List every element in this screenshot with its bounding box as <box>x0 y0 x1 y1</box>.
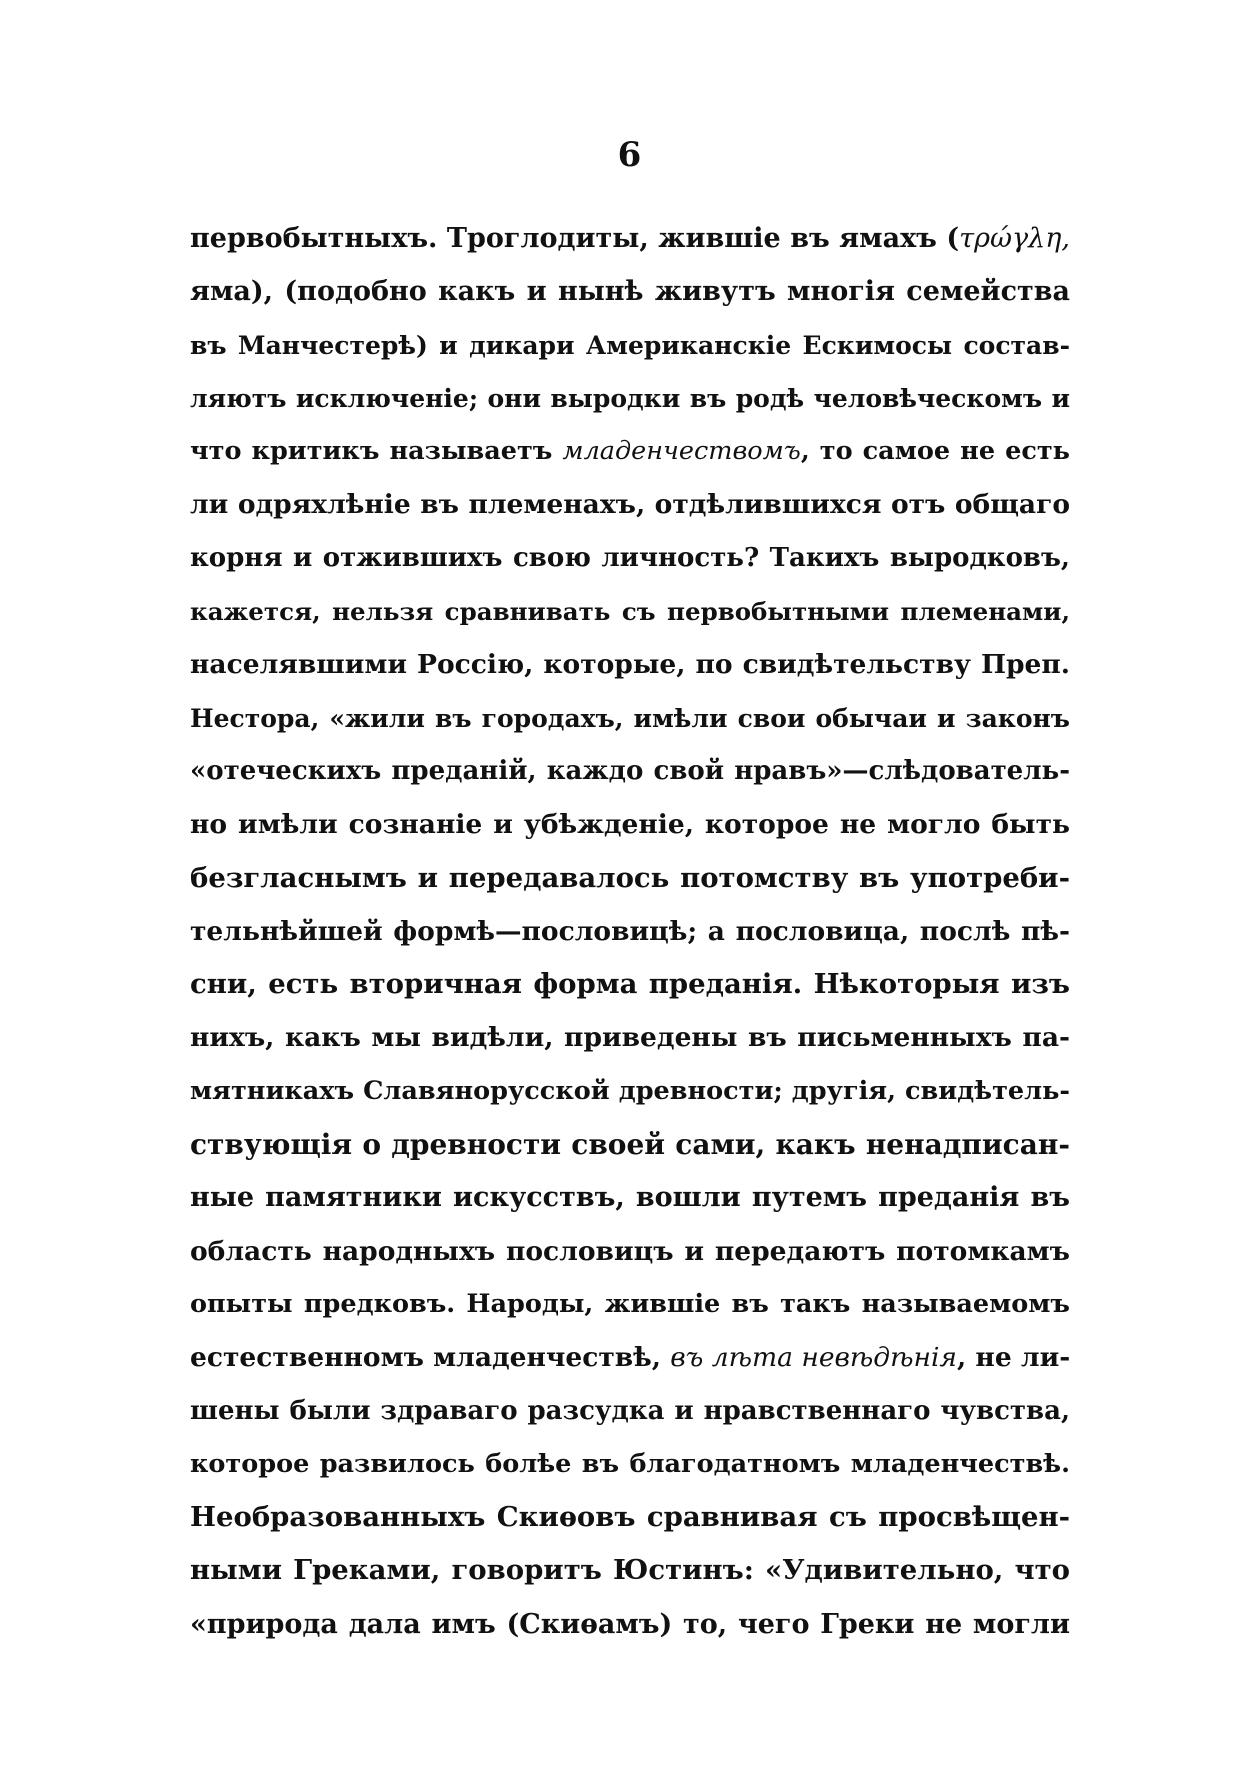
line-text: «природа дала имъ (Скиѳамъ) то, чего Греки не могли <box>190 1608 1070 1640</box>
italic-text: въ лѣта невѣдѣнія <box>670 1342 957 1374</box>
line-text: населявшими Россію, которые, по свидѣтельству Преп. <box>190 649 1070 681</box>
line-text: что критикъ называетъ <box>190 436 563 467</box>
italic-text: τρώγλη, <box>959 223 1070 254</box>
line-text: Нестора, «жили въ городахъ, имѣли свои обычаи и законъ <box>190 703 1070 733</box>
italic-text: младенчествомъ <box>562 436 801 467</box>
page-number: 6 <box>617 135 642 175</box>
text-line <box>190 905 1070 958</box>
text-line <box>190 425 1070 478</box>
text-line <box>190 1491 1070 1544</box>
line-text: тельнѣйшей формѣ—пословицѣ; а пословица, послѣ пѣ- <box>190 915 1070 947</box>
line-text: область народныхъ пословицъ и передаютъ потомкамъ <box>190 1235 1070 1267</box>
line-text: яма), (подобно какъ и нынѣ живутъ многія семейства <box>190 276 1070 308</box>
line-text: но имѣли сознаніе и убѣжденіе, которое не могло быть <box>190 809 1070 841</box>
text-line <box>190 1278 1070 1331</box>
text-line <box>190 1011 1070 1064</box>
text-line <box>190 319 1070 372</box>
line-text: ли одряхлѣніе въ племенахъ, отдѣлившихся отъ общаго <box>190 489 1070 521</box>
text-line <box>190 478 1070 531</box>
line-text: опыты предковъ. Народы, жившіе въ такъ называемомъ <box>190 1288 1070 1319</box>
line-text: мятникахъ Славянорусской древности; другія, свидѣтель- <box>190 1075 1070 1106</box>
line-text: нихъ, какъ мы видѣли, приведены въ письменныхъ па- <box>190 1022 1070 1054</box>
line-text: ляютъ исключеніе; они выродки въ родѣ человѣческомъ и <box>190 383 1070 413</box>
text-line <box>190 212 1070 265</box>
text-line <box>190 798 1070 851</box>
text-line <box>190 1225 1070 1278</box>
text-line <box>190 372 1070 425</box>
line-text: ствующія о древности своей сами, какъ ненадписан- <box>190 1128 1070 1162</box>
text-line <box>190 1065 1070 1118</box>
text-line <box>190 1385 1070 1438</box>
text-line <box>190 1118 1070 1171</box>
line-text: въ Манчестерѣ) и дикари Американскіе Ескимосы состав- <box>190 330 1070 360</box>
text-line <box>190 692 1070 745</box>
text-line <box>190 532 1070 585</box>
line-text: безгласнымъ и передавалось потомству въ употреби- <box>190 861 1070 894</box>
line-text: корня и отжившихъ свою личность? Такихъ выродковъ, <box>190 542 1070 573</box>
text-line <box>190 265 1070 318</box>
text-line <box>190 585 1070 638</box>
text-line <box>190 1598 1070 1651</box>
line-text: которое развилось болѣе въ благодатномъ младенчествѣ. <box>190 1448 1070 1479</box>
text-line <box>190 745 1070 798</box>
line-text: , не ли- <box>956 1342 1070 1374</box>
line-text: Необразованныхъ Скиѳовъ сравнивая съ просвѣщен- <box>190 1501 1070 1534</box>
text-line <box>190 958 1070 1011</box>
text-line <box>190 1544 1070 1597</box>
line-text: сни, есть вторичная форма преданія. Нѣкоторыя изъ <box>190 968 1070 1001</box>
line-text: кажется, нельзя сравнивать съ первобытными племенами, <box>190 597 1070 627</box>
line-text: ные памятники искусствъ, вошли путемъ преданія въ <box>190 1182 1070 1214</box>
text-line <box>190 638 1070 691</box>
line-text: ными Греками, говоритъ Юстинъ: «Удивительно, что <box>190 1554 1070 1587</box>
line-text: естественномъ младенчествѣ, <box>190 1342 671 1374</box>
text-line <box>190 1438 1070 1491</box>
text-line <box>190 1171 1070 1224</box>
line-text: шены были здраваго разсудка и нравственнаго чувства, <box>190 1395 1070 1426</box>
line-text: «отеческихъ преданій, каждо свой нравъ»—слѣдователь- <box>190 755 1070 786</box>
text-line <box>190 1331 1070 1384</box>
line-text: , то самое не есть <box>800 436 1070 467</box>
text-line <box>190 852 1070 905</box>
body-text <box>190 212 1070 1651</box>
line-text: первобытныхъ. Троглодиты, жившіе въ ямахъ ( <box>190 223 960 254</box>
